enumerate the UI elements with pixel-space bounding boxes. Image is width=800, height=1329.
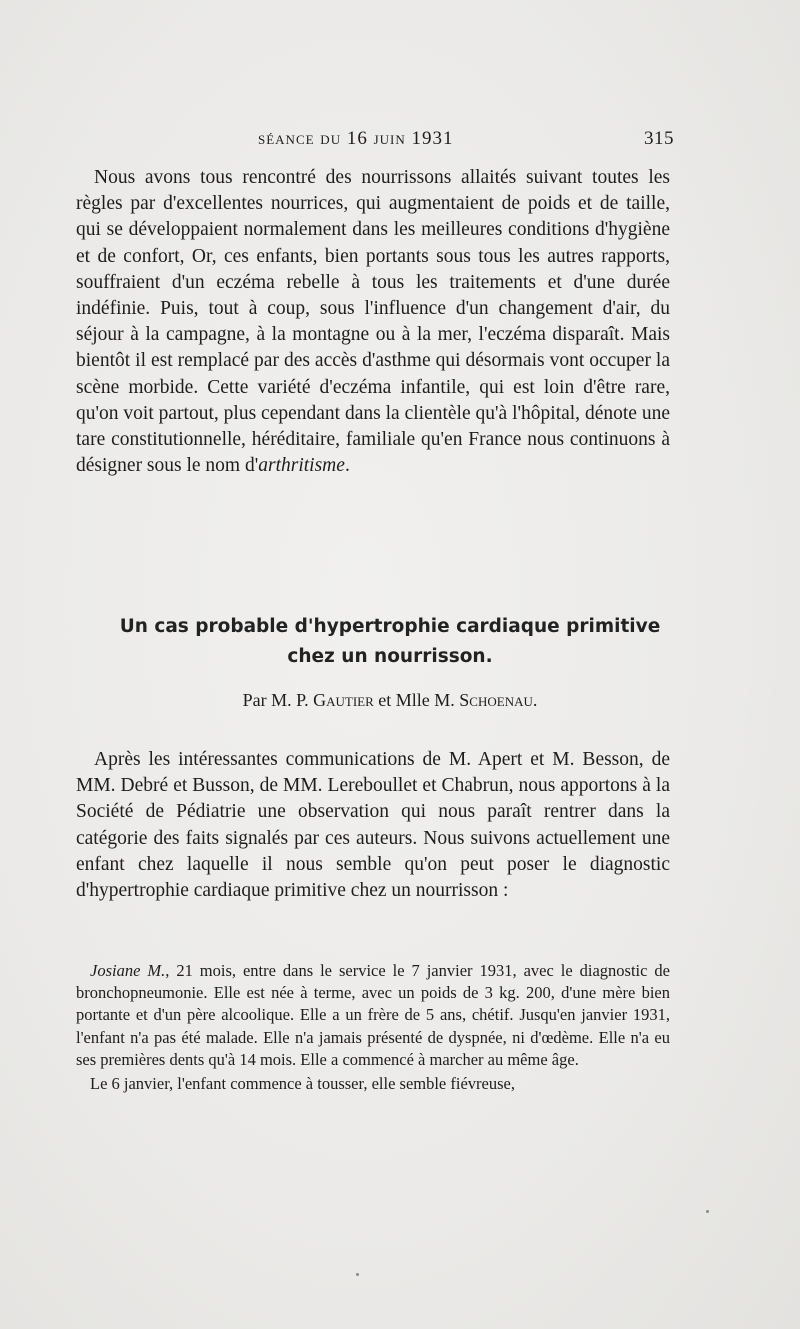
article-title-line-1: Un cas probable d'hypertrophie cardiaque primitive	[119, 616, 661, 637]
byline-suffix: .	[532, 690, 538, 710]
author-2: Schoenau	[459, 690, 533, 710]
page-number: 315	[644, 128, 674, 149]
running-head	[258, 128, 678, 150]
running-head-title: séance du 16 juin 1931	[258, 128, 454, 149]
byline-prefix: Par M. P.	[242, 690, 314, 710]
paper-speck	[356, 1273, 359, 1276]
body-paragraph: Après les intéressantes communications de M. Apert et M. Besson, de MM. Debré et Busson, de MM. Lereboullet et Chabrun, nous apportons à la Société de Pédiatrie une observation qui nous paraît rentrer dans la catégorie des faits signalés par ces auteurs. Nous suivons actuellement une enfant chez laquelle il nous semble qu'on peut poser le diagnostic d'hypertrophie cardiaque primitive chez un nourrisson :	[76, 749, 670, 902]
observation-section	[76, 960, 670, 1095]
intro-section	[76, 165, 670, 479]
intro-italic-term: arthritisme	[258, 455, 345, 477]
patient-name: Josiane M.	[90, 961, 166, 980]
intro-paragraph-end: .	[344, 455, 350, 477]
article-title	[90, 612, 690, 672]
observation-text: , 21 mois, entre dans le service le 7 janvier 1931, avec le diagnostic de bronchopneumonie. Elle est née à terme, avec un poids de 3 kg. 200, d'une mère bien portante et d'un père alcoolique. Elle a un frère de 5 ans, chétif. Jusqu'en janvier 1931, l'enfant n'a pas été malade. Elle n'a jamais présenté de dyspnée, ni d'œdème. Elle n'a eu ses premières dents qu'à 14 mois. Elle a commencé à marcher au même âge.	[76, 961, 670, 1069]
intro-paragraph	[76, 165, 670, 479]
article-byline	[90, 690, 690, 711]
body-section	[76, 747, 670, 904]
article-title-line-2: chez un nourrisson.	[287, 646, 493, 667]
observation-paragraph	[76, 960, 670, 1071]
byline-middle: et Mlle M.	[373, 690, 460, 710]
author-1: Gautier	[313, 690, 374, 710]
observation-next-line: Le 6 janvier, l'enfant commence à tousser, elle semble fiévreuse,	[90, 1074, 515, 1094]
paper-speck	[706, 1210, 709, 1213]
intro-paragraph-text: Nous avons tous rencontré des nourrissons allaités suivant toutes les règles par d'excellentes nourrices, qui augmentaient de poids et de taille, qui se développaient normalement dans les meilleures conditions d'hygiène et de confort, Or, ces enfants, bien portants sous tous les autres rapports, souffraient d'un eczéma rebelle à tous les traitements et d'une durée indéfinie. Puis, tout à coup, sous l'influence d'un changement d'air, du séjour à la campagne, à la montagne ou à la mer, l'eczéma disparaît. Mais bientôt il est remplacé par des accès d'asthme qui désormais vont occuper la scène morbide. Cette variété d'eczéma infantile, qui est loin d'être rare, qu'on voit partout, plus cependant dans la clientèle qu'à l'hôpital, dénote une tare constitutionnelle, héréditaire, familiale qu'en France nous continuons à désigner sous le nom d'	[76, 167, 670, 477]
